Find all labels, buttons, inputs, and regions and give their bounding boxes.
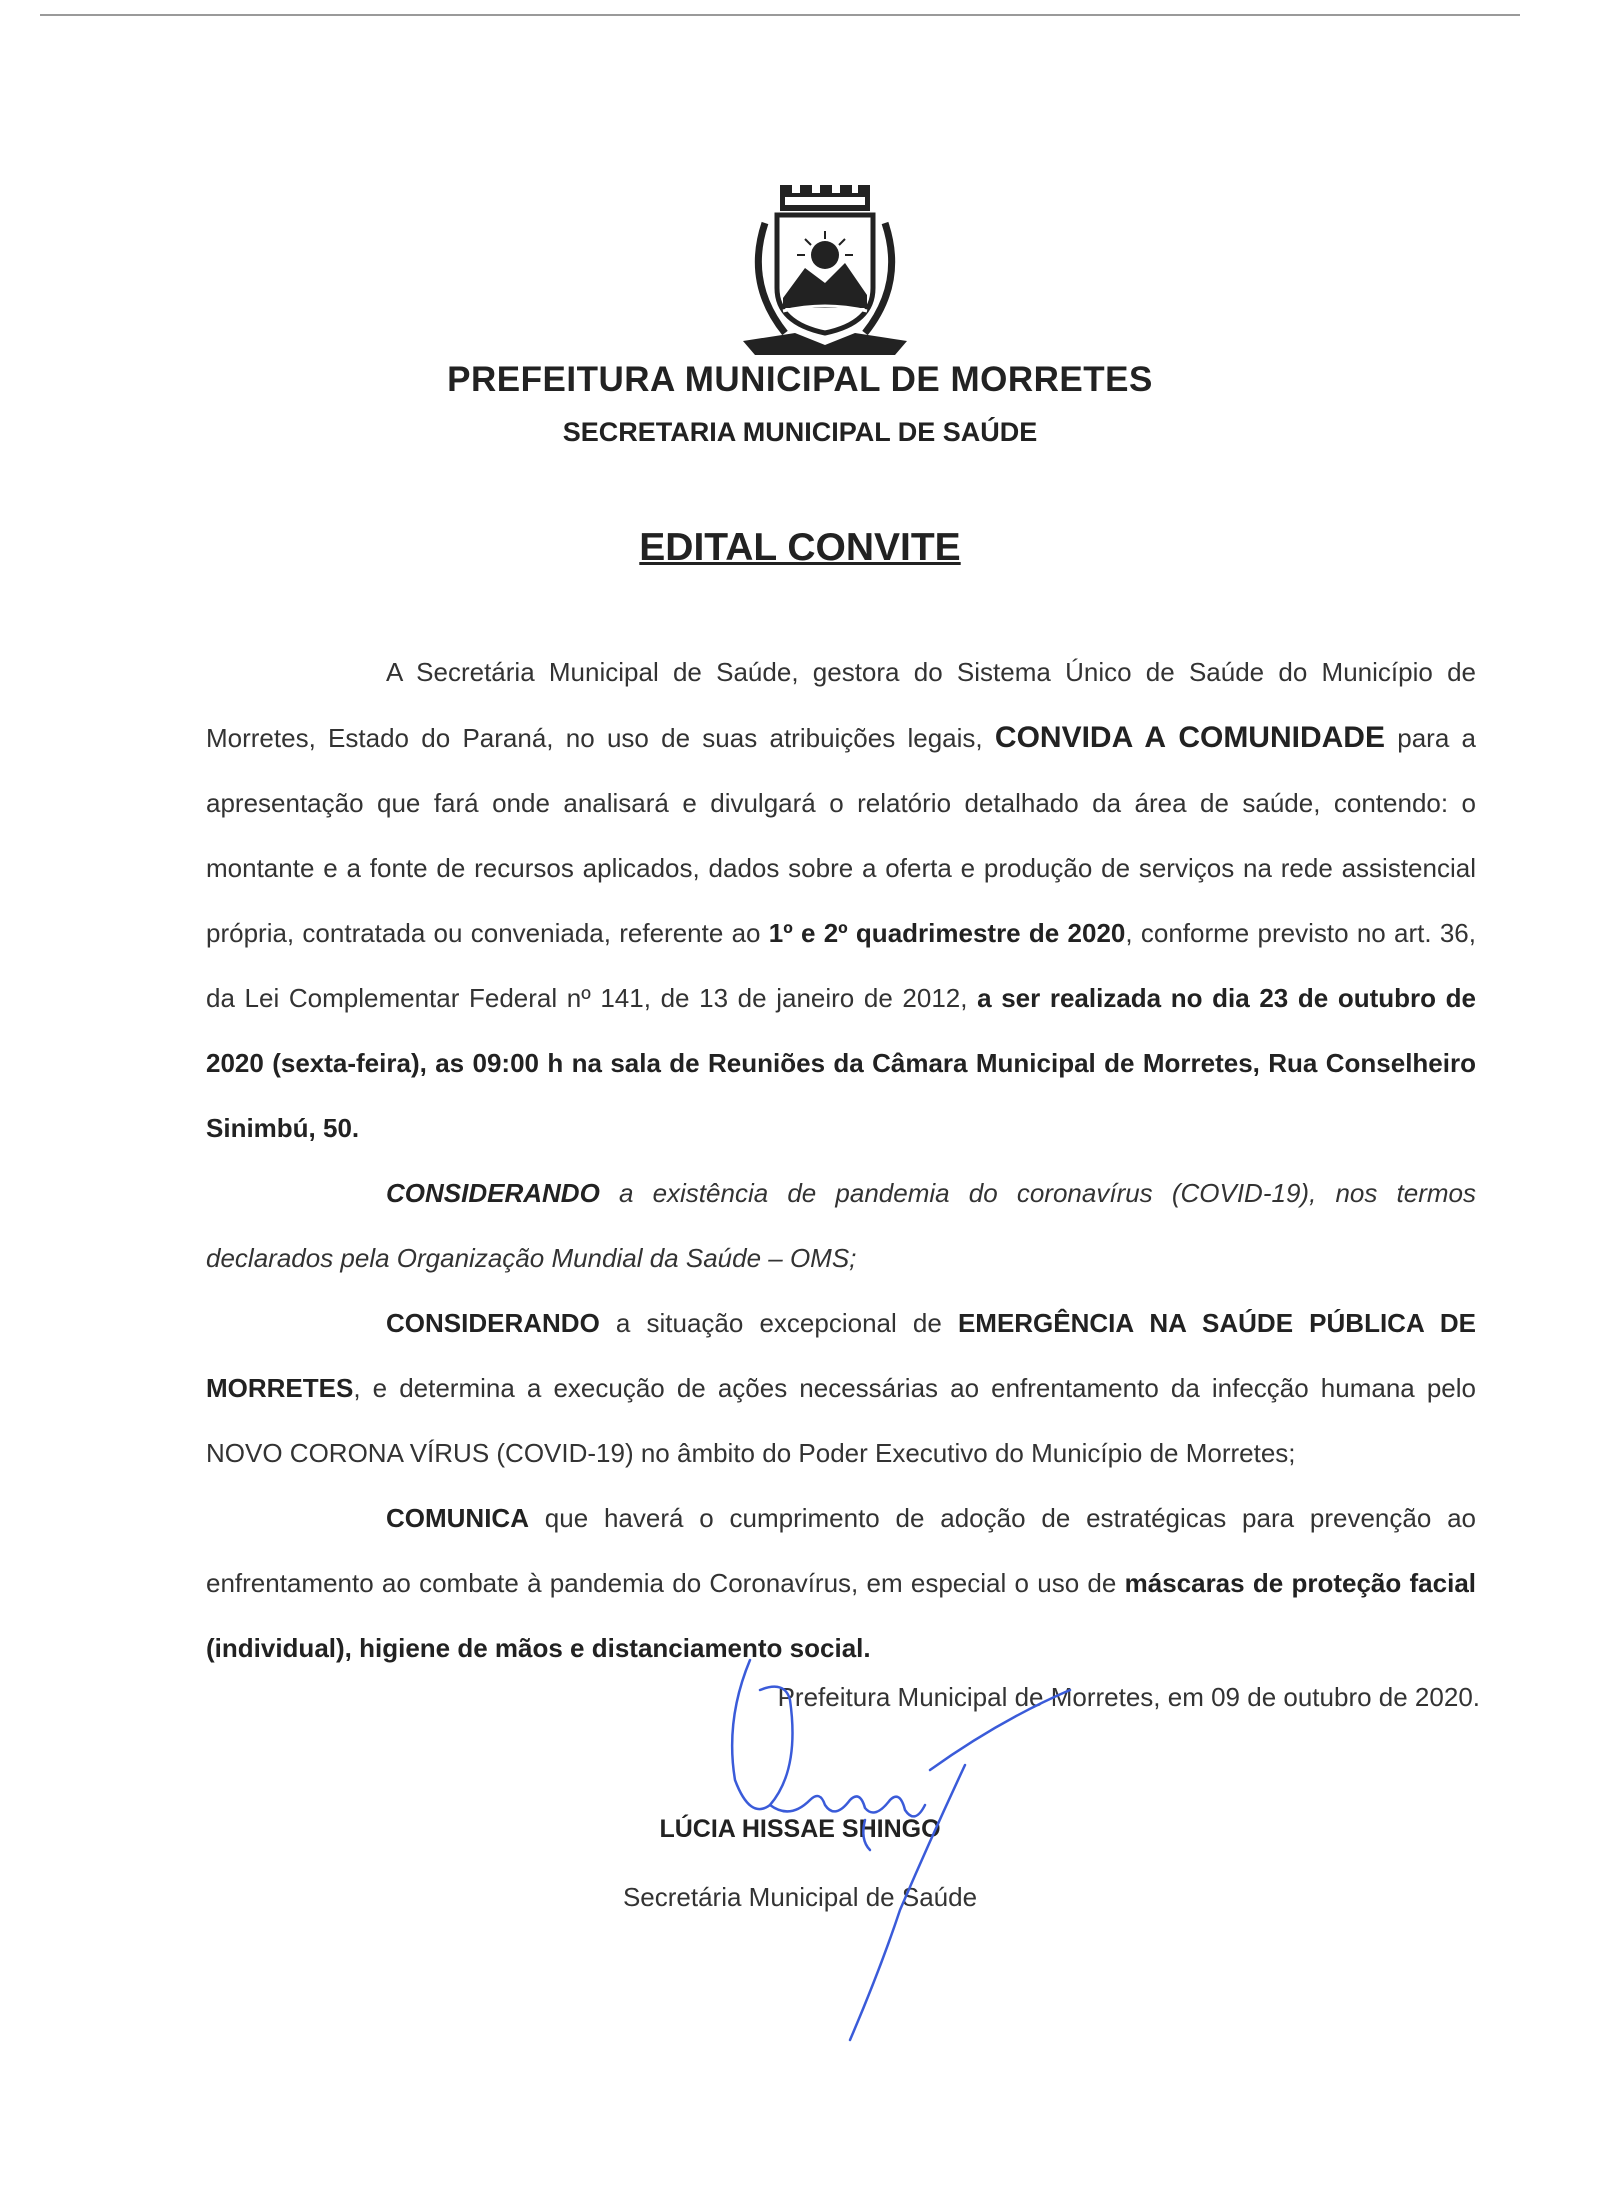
coat-of-arms-icon bbox=[725, 183, 925, 363]
signer-name: LÚCIA HISSAE SHINGO bbox=[659, 1815, 941, 1843]
municipality-title: PREFEITURA MUNICIPAL DE MORRETES bbox=[447, 360, 1153, 399]
document-title: EDITAL CONVITE bbox=[639, 526, 961, 569]
document-body bbox=[206, 640, 1476, 1681]
invitation-emphasis: CONVIDA A COMUNIDADE bbox=[994, 721, 1385, 754]
scan-edge-line bbox=[40, 14, 1520, 16]
paragraph-considering-pandemic: CONSIDERANDO a existência de pandemia do coronavírus (COVID-19), nos termos declarados pela Organização Mundial da Saúde – OMS; bbox=[206, 1178, 1476, 1273]
meeting-details: a ser realizada no dia 23 de outubro de 2020 (sexta-feira), as 09:00 h na sala de Reuniões da Câmara Municipal de Morretes, Rua Conselheiro Sinimbú, 50. bbox=[206, 983, 1476, 1143]
signer-role: Secretária Municipal de Saúde bbox=[622, 1882, 978, 1912]
paragraph-communicates: COMUNICA que haverá o cumprimento de adoção de estratégicas para prevenção ao enfrentamento ao combate à pandemia do Coronavírus, em especial o uso de máscaras de proteção facial (individual), higiene de mãos e distanciamento social. bbox=[206, 1503, 1477, 1663]
paragraph-invitation: A Secretária Municipal de Saúde, gestora do Sistema Único de Saúde do Município de Morretes, Estado do Paraná, no uso de suas atribuições legais, CONVIDA A COMUNIDADE para a apresentação que fará onde analisará e divulgará o relatório detalhado da área de saúde, contendo: o montante e a fonte de recursos aplicados, dados sobre a oferta e produção de serviços na rede assistencial própria, contratada ou conveniada, referente ao 1º e 2º quadrimestre de 2020, conforme previsto no art. 36, da Lei Complementar Federal nº 141, de 13 de janeiro de 2012, a ser realizada no dia 23 de outubro de 2020 (sexta-feira), as 09:00 h na sala de Reuniões da Câmara Municipal de Morretes, Rua Conselheiro Sinimbú, 50. bbox=[206, 657, 1477, 1143]
secretariat-subtitle: SECRETARIA MUNICIPAL DE SAÚDE bbox=[562, 417, 1038, 447]
handwritten-signature bbox=[700, 1640, 1100, 2060]
paragraph-considering-emergency: CONSIDERANDO a situação excepcional de EMERGÊNCIA NA SAÚDE PÚBLICA DE MORRETES, e determina a execução de ações necessárias ao enfrentamento da infecção humana pelo NOVO CORONA VÍRUS (COVID-19) no âmbito do Poder Executivo do Município de Morretes; bbox=[206, 1308, 1476, 1468]
place-and-date: Prefeitura Municipal de Morretes, em 09 de outubro de 2020. bbox=[777, 1682, 1480, 1712]
period-emphasis: 1º e 2º quadrimestre de 2020 bbox=[768, 918, 1126, 948]
